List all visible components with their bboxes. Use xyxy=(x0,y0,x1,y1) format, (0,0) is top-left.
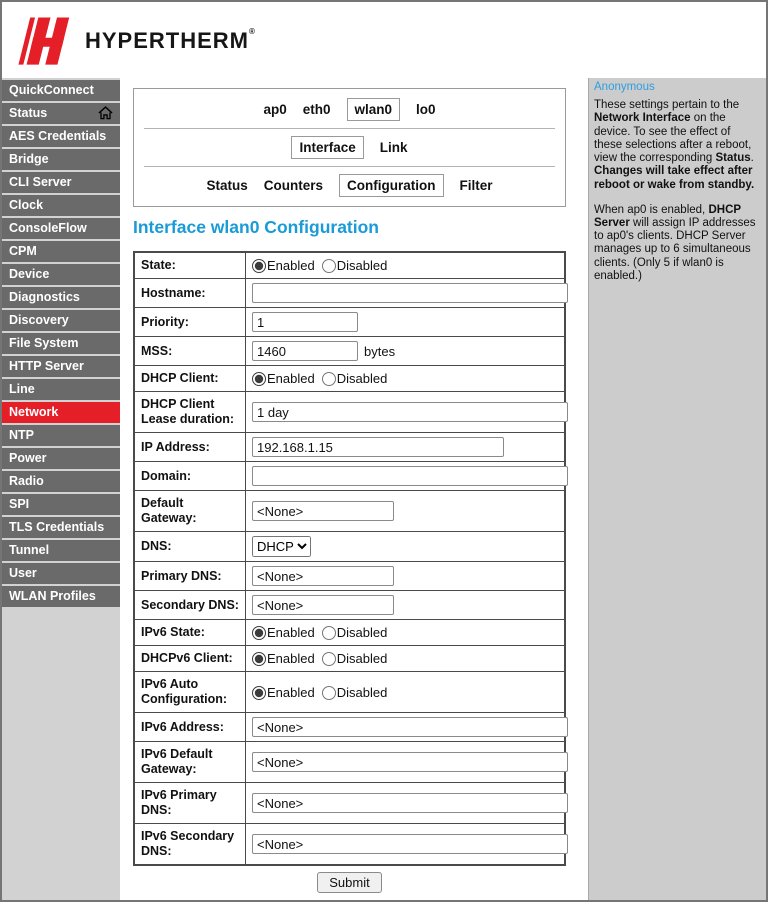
dns-select[interactable] xyxy=(252,536,311,557)
state-radio-group xyxy=(246,252,566,279)
sidebar-item-consoleflow[interactable]: ConsoleFlow xyxy=(2,218,120,239)
dhcp-client-label: DHCP Client: xyxy=(134,366,246,392)
ipv6-auto-enabled-option[interactable]: Enabled xyxy=(252,685,315,700)
ipv6-state-enabled-radio[interactable] xyxy=(252,626,266,640)
row-dhcp-client xyxy=(134,366,565,392)
state-disabled-radio[interactable] xyxy=(322,259,336,273)
state-disabled-option[interactable]: Disabled xyxy=(322,258,388,273)
brand-title: HYPERTHERM® xyxy=(85,26,255,53)
sidebar-item-line[interactable]: Line xyxy=(2,379,120,400)
page-title: Interface wlan0 Configuration xyxy=(133,217,379,237)
primary-dns-label: Primary DNS: xyxy=(134,562,246,591)
dhcpv6-client-enabled-option[interactable]: Enabled xyxy=(252,651,315,666)
sidebar-item-diagnostics[interactable]: Diagnostics xyxy=(2,287,120,308)
sidebar xyxy=(2,78,120,900)
row-ipv6-state xyxy=(134,620,565,646)
state-label: State: xyxy=(134,252,246,279)
row-dhcpv6-client xyxy=(134,646,565,672)
dns-label: DNS: xyxy=(134,532,246,562)
hostname-input[interactable] xyxy=(252,283,568,303)
dhcp-client-disabled-radio[interactable] xyxy=(322,372,336,386)
ipv6-secondary-dns-label: IPv6 Secondary DNS: xyxy=(134,824,246,866)
row-secondary-dns xyxy=(134,591,565,620)
ipv6-primary-dns-label: IPv6 Primary DNS: xyxy=(134,783,246,824)
lease-duration-input[interactable] xyxy=(252,402,568,422)
mss-label: MSS: xyxy=(134,337,246,366)
sidebar-item-device[interactable]: Device xyxy=(2,264,120,285)
sidebar-item-power[interactable]: Power xyxy=(2,448,120,469)
ipv6-auto-disabled-radio[interactable] xyxy=(322,686,336,700)
sidebar-item-ntp[interactable]: NTP xyxy=(2,425,120,446)
secondary-dns-input[interactable] xyxy=(252,595,394,615)
tab-status[interactable]: Status xyxy=(206,178,248,193)
priority-input[interactable] xyxy=(252,312,358,332)
help-paragraph-2: When ap0 is enabled, DHCP Server will assign IP addresses to ap0's clients. DHCP Server manages up to 6 simultaneous clients. (Only 5 if wlan0 is enabled.) xyxy=(594,203,756,282)
home-icon[interactable] xyxy=(98,106,113,120)
row-state xyxy=(134,252,565,279)
row-ipv6-auto-configuration xyxy=(134,672,565,713)
tab-configuration[interactable]: Configuration xyxy=(339,174,443,197)
dhcpv6-client-radio-group xyxy=(246,646,566,672)
sidebar-item-clock[interactable]: Clock xyxy=(2,195,120,216)
row-ipv6-address xyxy=(134,713,565,742)
sidebar-item-radio[interactable]: Radio xyxy=(2,471,120,492)
interface-tabs xyxy=(134,91,565,128)
domain-label: Domain: xyxy=(134,462,246,491)
tab-interface[interactable]: Interface xyxy=(291,136,363,159)
domain-input[interactable] xyxy=(252,466,568,486)
header xyxy=(2,2,766,78)
tab-ap0[interactable]: ap0 xyxy=(263,102,287,117)
row-ip-address xyxy=(134,433,565,462)
hostname-label: Hostname: xyxy=(134,279,246,308)
sidebar-item-status[interactable]: Status xyxy=(2,103,120,124)
state-enabled-option[interactable]: Enabled xyxy=(252,258,315,273)
sidebar-item-http-server[interactable]: HTTP Server xyxy=(2,356,120,377)
help-panel xyxy=(588,78,766,900)
ipv6-state-enabled-option[interactable]: Enabled xyxy=(252,625,315,640)
ipv6-address-label: IPv6 Address: xyxy=(134,713,246,742)
sidebar-item-bridge[interactable]: Bridge xyxy=(2,149,120,170)
row-default-gateway xyxy=(134,491,565,532)
sidebar-item-discovery[interactable]: Discovery xyxy=(2,310,120,331)
tab-counters[interactable]: Counters xyxy=(263,178,324,193)
row-domain xyxy=(134,462,565,491)
default-gateway-label: Default Gateway: xyxy=(134,491,246,532)
row-mss xyxy=(134,337,565,366)
sidebar-item-cpm[interactable]: CPM xyxy=(2,241,120,262)
secondary-dns-label: Secondary DNS: xyxy=(134,591,246,620)
dhcp-client-enabled-radio[interactable] xyxy=(252,372,266,386)
mss-input[interactable] xyxy=(252,341,358,361)
dhcpv6-client-disabled-radio[interactable] xyxy=(322,652,336,666)
dhcpv6-client-enabled-radio[interactable] xyxy=(252,652,266,666)
dhcp-client-radio-group xyxy=(246,366,566,392)
registered-mark: ® xyxy=(249,26,255,36)
row-dns xyxy=(134,532,565,562)
content-area xyxy=(120,78,588,900)
submit-button[interactable]: Submit xyxy=(317,872,381,893)
sidebar-item-network[interactable]: Network xyxy=(2,402,120,423)
ipv6-state-disabled-radio[interactable] xyxy=(322,626,336,640)
ipv6-default-gateway-label: IPv6 Default Gateway: xyxy=(134,742,246,783)
row-lease-duration xyxy=(134,392,565,433)
sidebar-item-wlan-profiles[interactable]: WLAN Profiles xyxy=(2,586,120,607)
row-priority xyxy=(134,308,565,337)
ipv6-state-disabled-option[interactable]: Disabled xyxy=(322,625,388,640)
ipv6-auto-disabled-option[interactable]: Disabled xyxy=(322,685,388,700)
row-primary-dns xyxy=(134,562,565,591)
dhcpv6-client-label: DHCPv6 Client: xyxy=(134,646,246,672)
dhcp-client-disabled-option[interactable]: Disabled xyxy=(322,371,388,386)
tab-wlan0[interactable]: wlan0 xyxy=(347,98,401,121)
ipv6-secondary-dns-input[interactable] xyxy=(252,834,568,854)
dhcpv6-client-disabled-option[interactable]: Disabled xyxy=(322,651,388,666)
tab-lo0[interactable]: lo0 xyxy=(416,102,436,117)
sidebar-item-user[interactable]: User xyxy=(2,563,120,584)
tab-link[interactable]: Link xyxy=(379,140,408,155)
ipv6-address-input[interactable] xyxy=(252,717,568,737)
sidebar-item-tls-credentials[interactable]: TLS Credentials xyxy=(2,517,120,538)
ip-address-input[interactable] xyxy=(252,437,504,457)
row-ipv6-default-gateway xyxy=(134,742,565,783)
priority-label: Priority: xyxy=(134,308,246,337)
hypertherm-logo xyxy=(18,15,70,67)
section-tabs xyxy=(134,129,565,166)
tab-eth0[interactable]: eth0 xyxy=(302,102,331,117)
sidebar-item-cli-server[interactable]: CLI Server xyxy=(2,172,120,193)
ipv6-state-label: IPv6 State: xyxy=(134,620,246,646)
row-ipv6-secondary-dns xyxy=(134,824,565,866)
tab-filter[interactable]: Filter xyxy=(459,178,493,193)
help-paragraph-1: These settings pertain to the Network Interface on the device. To see the effect of these selections after a reboot, view the corresponding Status. Changes will take effect after reboot or wake from standby. xyxy=(594,99,755,191)
state-enabled-radio[interactable] xyxy=(252,259,266,273)
sidebar-item-file-system[interactable]: File System xyxy=(2,333,120,354)
ipv6-auto-radio-group xyxy=(246,672,566,713)
ipv6-default-gateway-input[interactable] xyxy=(252,752,568,772)
submit-row xyxy=(133,872,566,893)
sidebar-item-tunnel[interactable]: Tunnel xyxy=(2,540,120,561)
anonymous-link[interactable]: Anonymous xyxy=(594,81,655,93)
lease-duration-label: DHCP Client Lease duration: xyxy=(134,392,246,433)
row-ipv6-primary-dns xyxy=(134,783,565,824)
primary-dns-input[interactable] xyxy=(252,566,394,586)
ipv6-auto-enabled-radio[interactable] xyxy=(252,686,266,700)
main-area xyxy=(2,78,766,900)
sidebar-item-aes-credentials[interactable]: AES Credentials xyxy=(2,126,120,147)
mss-unit: bytes xyxy=(364,343,396,359)
ip-address-label: IP Address: xyxy=(134,433,246,462)
sidebar-item-spi[interactable]: SPI xyxy=(2,494,120,515)
ipv6-primary-dns-input[interactable] xyxy=(252,793,568,813)
ipv6-state-radio-group xyxy=(246,620,566,646)
row-hostname xyxy=(134,279,565,308)
interface-nav-box xyxy=(133,88,566,207)
sidebar-item-quickconnect[interactable]: QuickConnect xyxy=(2,80,120,101)
default-gateway-input[interactable] xyxy=(252,501,394,521)
ipv6-auto-configuration-label: IPv6 Auto Configuration: xyxy=(134,672,246,713)
config-table xyxy=(133,251,566,866)
dhcp-client-enabled-option[interactable]: Enabled xyxy=(252,371,315,386)
subsection-tabs xyxy=(134,167,565,204)
